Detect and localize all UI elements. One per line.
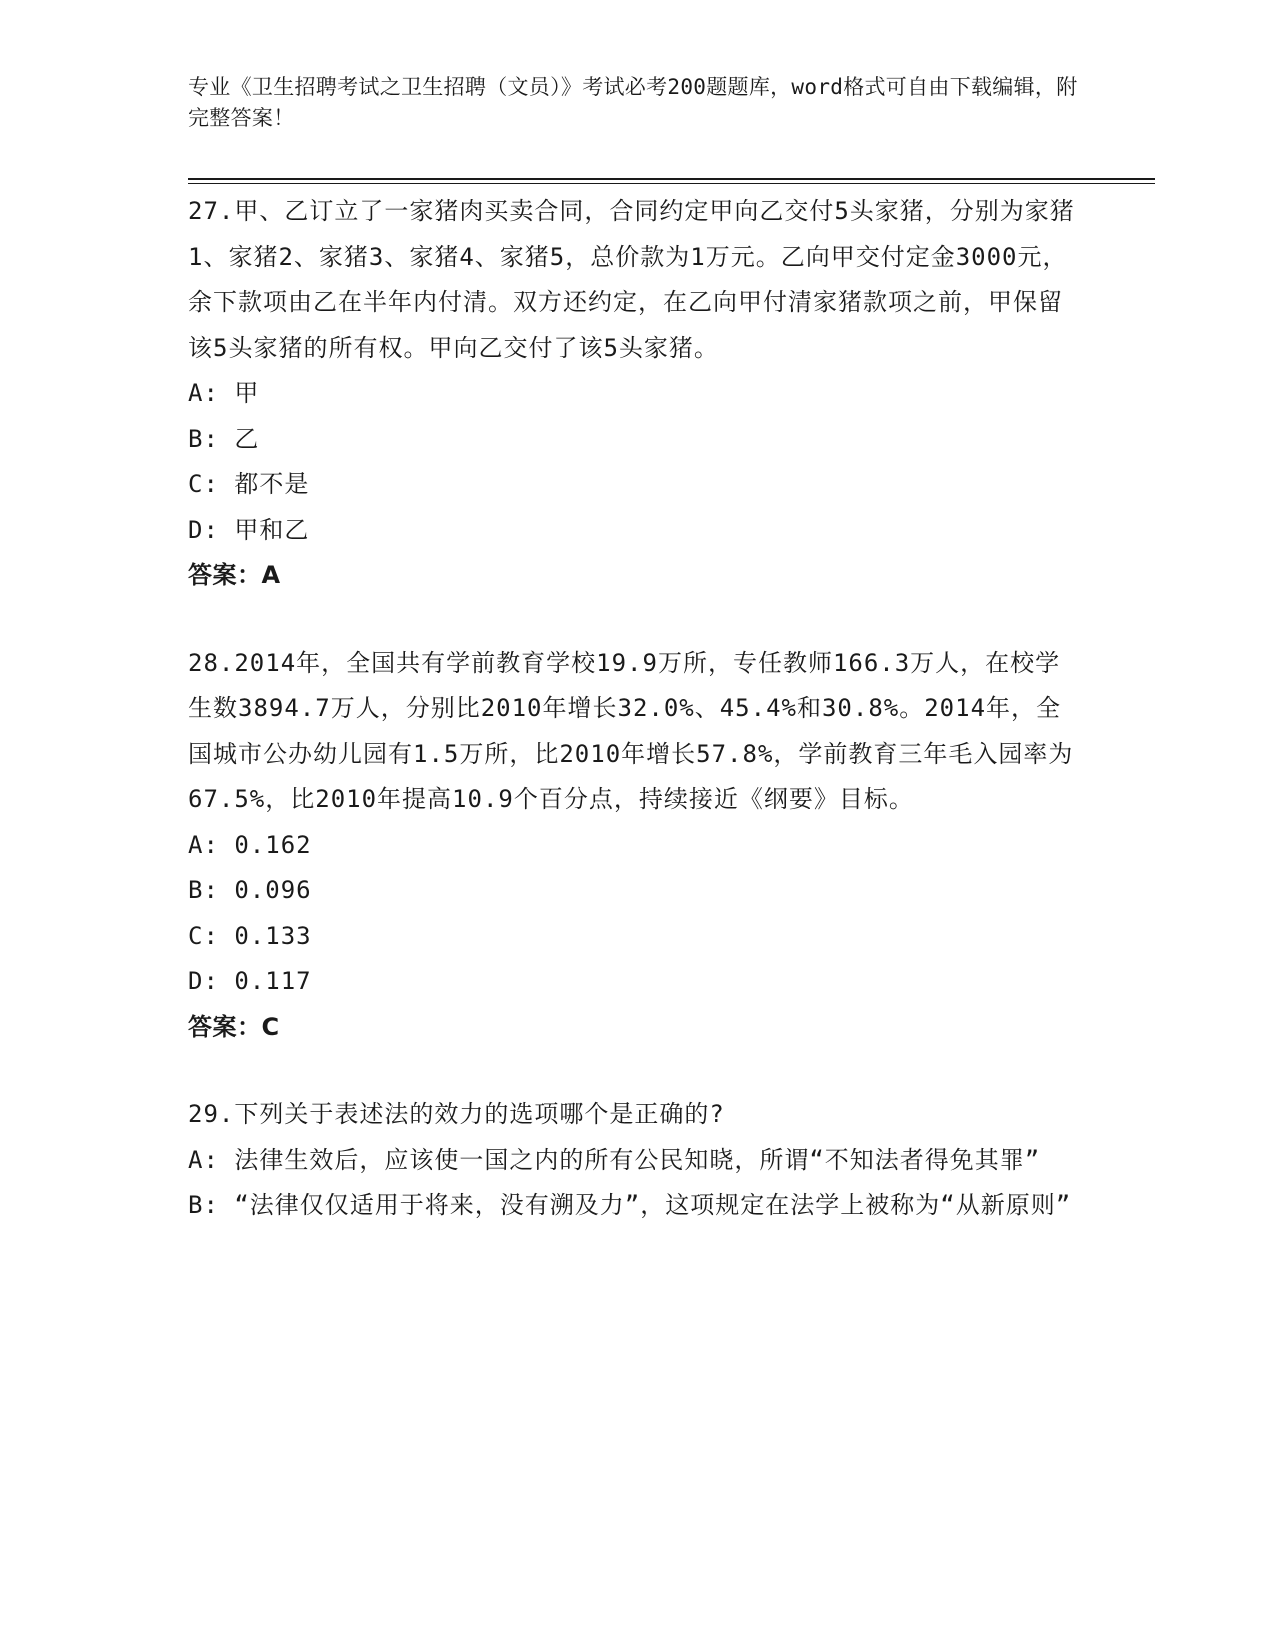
option-a: A: 0.162	[188, 830, 312, 859]
question-28	[188, 641, 1078, 1051]
option-c: C: 都不是	[188, 470, 310, 498]
option-a: A: 甲	[188, 379, 260, 407]
option-a: A: 法律生效后，应该使一国之内的所有公民知晓，所谓“不知法者得免其罪”	[188, 1145, 1041, 1174]
question-27	[188, 189, 1078, 599]
question-stem: 29.下列关于表述法的效力的选项哪个是正确的?	[188, 1100, 725, 1128]
header-divider-thin	[188, 183, 1155, 184]
option-c: C: 0.133	[188, 921, 312, 950]
answer-line: 答案：C	[188, 1012, 280, 1041]
question-29	[188, 1092, 1078, 1229]
option-b: B: 乙	[188, 424, 260, 453]
document-header: 专业《卫生招聘考试之卫生招聘（文员）》考试必考200题题库，word格式可自由下载编辑，附完整答案！	[188, 75, 1078, 130]
header-divider	[188, 178, 1155, 180]
option-b: B: “法律仅仅适用于将来，没有溯及力”，这项规定在法学上被称为“从新原则”	[188, 1191, 1072, 1219]
option-d: D: 甲和乙	[188, 515, 310, 544]
answer-line: 答案：A	[188, 561, 281, 589]
option-b: B: 0.096	[188, 876, 312, 904]
option-d: D: 0.117	[188, 967, 312, 995]
question-stem: 28.2014年，全国共有学前教育学校19.9万所，专任教师166.3万人，在校学生数3894.7万人，分别比2010年增长32.0%、45.4%和30.8%。2014年，全国城市公办幼儿园有1.5万所，比2010年增长57.8%，学前教育三年毛入园率为67.5%，比2010年提高10.9个百分点，持续接近《纲要》目标。	[188, 648, 1074, 813]
question-stem: 27.甲、乙订立了一家猪肉买卖合同，合同约定甲向乙交付5头家猪，分别为家猪1、家猪2、家猪3、家猪4、家猪5，总价款为1万元。乙向甲交付定金3000元，余下款项由乙在半年内付清。双方还约定，在乙向甲付清家猪款项之前，甲保留该5头家猪的所有权。甲向乙交付了该5头家猪。	[188, 197, 1075, 362]
question-list	[188, 189, 1078, 1271]
